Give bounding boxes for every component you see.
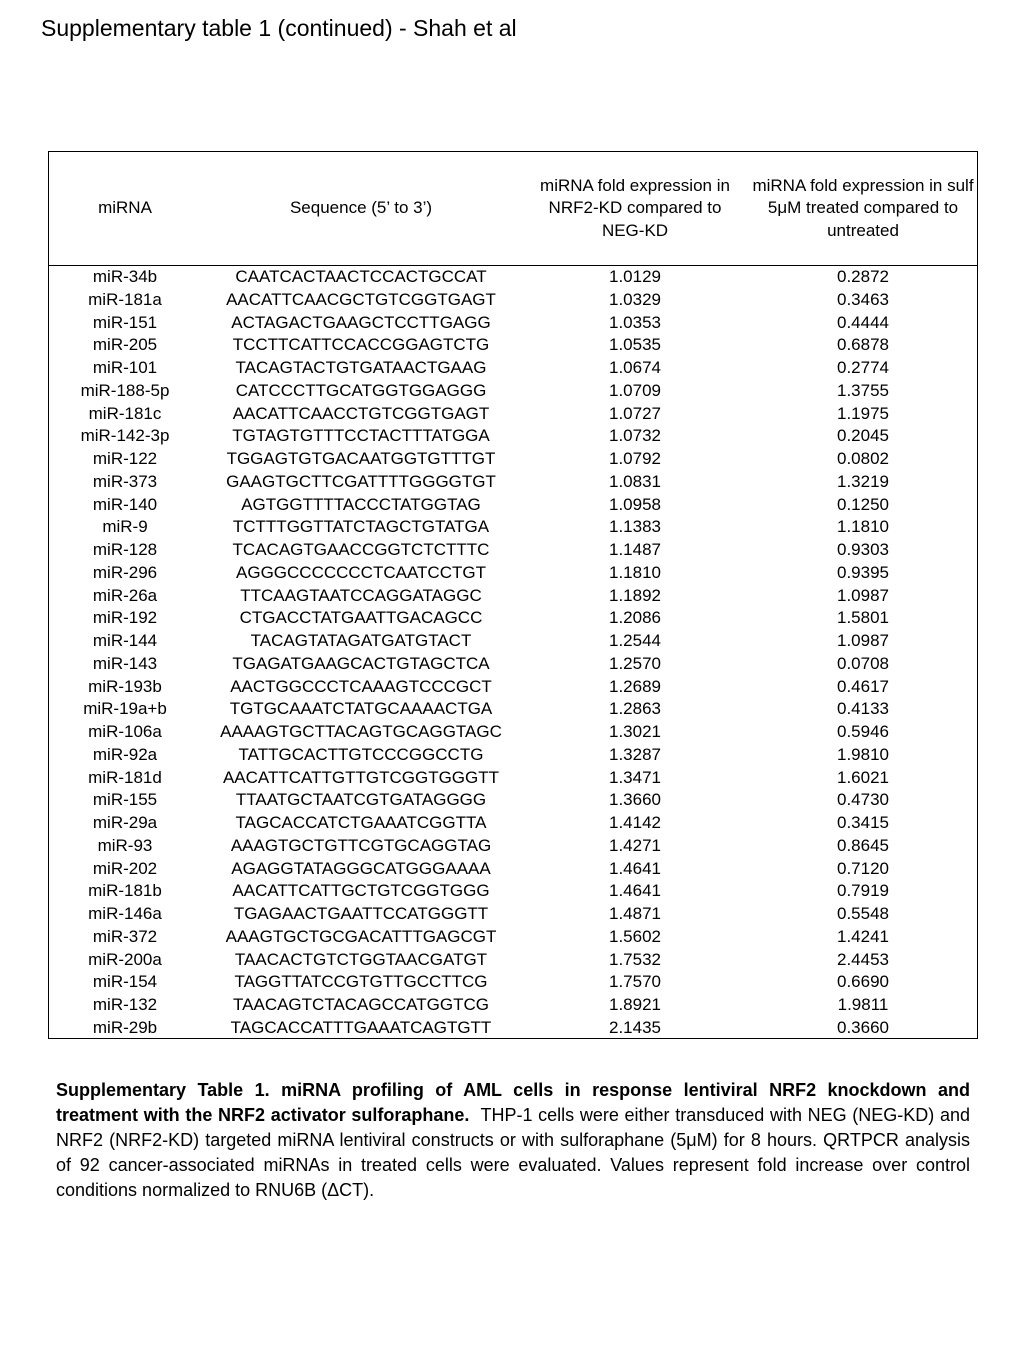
table-row [49, 880, 977, 903]
cell-fold-sulf: 1.0987 [837, 631, 889, 650]
cell-sequence: CATCCCTTGCATGGTGGAGGG [235, 380, 487, 400]
cell-fold-sulf: 0.0802 [837, 449, 889, 468]
table-row [49, 334, 977, 357]
cell-fold-nrf2: 1.4871 [609, 904, 661, 923]
cell-sequence: TGGAGTGTGACAATGGTGTTTGT [226, 449, 496, 468]
cell-fold-sulf: 0.4617 [837, 676, 889, 696]
table-row [49, 721, 977, 744]
header-mirna [49, 152, 201, 265]
cell-fold-sulf: 0.9303 [837, 540, 889, 559]
cell-fold-sulf: 1.6021 [837, 767, 889, 787]
cell-fold-nrf2: 1.7570 [609, 972, 661, 992]
cell-fold-nrf2: 1.0129 [609, 267, 661, 286]
table-row [49, 812, 977, 835]
cell-fold-nrf2: 1.0727 [609, 403, 661, 423]
table-row [49, 926, 977, 949]
cell-mirna: miR-193b [88, 676, 162, 696]
cell-fold-nrf2: 1.2544 [609, 631, 661, 650]
table-row [49, 562, 977, 585]
cell-fold-nrf2: 1.0831 [609, 471, 661, 491]
cell-mirna: miR-106a [88, 722, 162, 741]
cell-fold-sulf: 0.3660 [837, 1017, 889, 1037]
cell-fold-nrf2: 1.0674 [609, 358, 661, 377]
cell-sequence: TGAGAACTGAATTCCATGGGTT [233, 904, 489, 923]
cell-mirna: miR-188-5p [80, 380, 170, 400]
header-fold-nrf2-label: miRNA fold expression in NRF2-KD compared to NEG-KD [540, 175, 730, 240]
table-row [49, 698, 977, 721]
cell-fold-sulf: 0.2045 [837, 426, 889, 446]
cell-mirna: miR-181a [88, 289, 162, 309]
table-row [49, 539, 977, 562]
cell-fold-sulf: 1.0987 [837, 585, 889, 605]
table-row [49, 380, 977, 403]
cell-fold-nrf2: 1.0353 [609, 312, 661, 332]
cell-sequence: TAGGTTATCCGTGTTGCCTTCG [234, 972, 488, 992]
cell-sequence: TGAGATGAAGCACTGTAGCTCA [232, 653, 490, 673]
cell-fold-nrf2: 1.2863 [609, 699, 661, 719]
table-caption [56, 1078, 970, 1203]
table-row [49, 971, 977, 994]
table-row [49, 630, 977, 653]
cell-fold-nrf2: 2.1435 [609, 1017, 661, 1037]
cell-sequence: AACATTCATTGCTGTCGGTGGG [232, 881, 490, 901]
table-row [49, 448, 977, 471]
table-row [49, 653, 977, 676]
cell-sequence: TCCTTCATTCCACCGGAGTCTG [232, 335, 490, 355]
cell-mirna: miR-29b [92, 1017, 158, 1037]
cell-mirna: miR-296 [92, 562, 158, 582]
header-fold-sulf [747, 152, 979, 265]
cell-sequence: AGTGGTTTTACCCTATGGTAG [241, 494, 481, 514]
cell-fold-nrf2: 1.0792 [609, 449, 661, 468]
cell-fold-nrf2: 1.0732 [609, 426, 661, 446]
cell-mirna: miR-144 [92, 631, 158, 650]
cell-fold-nrf2: 1.2689 [609, 676, 661, 696]
table-row [49, 266, 977, 289]
table-row [49, 425, 977, 448]
table-row [49, 312, 977, 335]
cell-fold-sulf: 0.4133 [837, 699, 889, 719]
cell-sequence: CAATCACTAACTCCACTGCCAT [235, 267, 487, 286]
header-fold-nrf2 [521, 152, 749, 265]
cell-fold-nrf2: 1.3660 [609, 790, 661, 810]
cell-fold-nrf2: 1.5602 [609, 926, 661, 946]
cell-fold-nrf2: 1.0535 [609, 335, 661, 355]
cell-mirna: miR-154 [92, 972, 158, 992]
cell-sequence: AACTGGCCCTCAAAGTCCCGCT [230, 676, 492, 696]
cell-fold-sulf: 1.3755 [837, 380, 889, 400]
cell-mirna: miR-122 [92, 449, 158, 468]
cell-fold-sulf: 1.1975 [837, 403, 889, 423]
cell-mirna: miR-140 [92, 494, 158, 514]
cell-mirna: miR-29a [92, 813, 158, 832]
cell-sequence: TGTAGTGTTTCCTACTTTATGGA [232, 426, 490, 446]
cell-fold-nrf2: 1.1487 [609, 540, 661, 559]
table-row [49, 994, 977, 1017]
cell-fold-sulf: 1.3219 [837, 471, 889, 491]
cell-sequence: TCTTTGGTTATCTAGCTGTATGA [232, 517, 490, 537]
cell-mirna: miR-192 [92, 608, 158, 628]
header-sequence-label: Sequence (5’ to 3’) [289, 198, 433, 218]
cell-mirna: miR-202 [92, 858, 158, 878]
cell-fold-nrf2: 1.4142 [609, 813, 661, 832]
cell-mirna: miR-128 [92, 540, 158, 559]
cell-sequence: TGTGCAAATCTATGCAAAACTGA [229, 699, 493, 719]
cell-mirna: miR-205 [92, 335, 158, 355]
cell-fold-sulf: 0.7919 [837, 881, 889, 901]
cell-fold-sulf: 0.1250 [837, 494, 889, 514]
cell-fold-nrf2: 1.2086 [609, 608, 661, 628]
cell-sequence: AGGGCCCCCCCTCAATCCTGT [236, 562, 486, 582]
cell-sequence: TATTGCACTTGTCCCGGCCTG [238, 744, 484, 764]
cell-sequence: AAAAGTGCTTACAGTGCAGGTAGC [220, 722, 502, 741]
cell-fold-sulf: 0.2774 [837, 358, 889, 377]
table-row [49, 1017, 977, 1040]
cell-mirna: miR-142-3p [80, 426, 170, 446]
cell-sequence: TAGCACCATCTGAAATCGGTTA [235, 813, 487, 832]
cell-fold-sulf: 2.4453 [837, 949, 889, 969]
cell-fold-sulf: 0.8645 [837, 835, 889, 855]
table-row [49, 789, 977, 812]
table-row [49, 585, 977, 608]
cell-sequence: AACATTCATTGTTGTCGGTGGGTT [222, 767, 500, 787]
cell-mirna: miR-373 [92, 471, 158, 491]
cell-fold-nrf2: 1.0958 [609, 494, 661, 514]
cell-mirna: miR-19a+b [83, 699, 167, 719]
header-fold-sulf-label: miRNA fold expression in sulf 5μM treated compared to untreated [752, 175, 974, 240]
cell-mirna: miR-181d [88, 767, 162, 787]
cell-sequence: TACAGTACTGTGATAACTGAAG [235, 358, 487, 377]
cell-mirna: miR-151 [92, 312, 158, 332]
table-row [49, 607, 977, 630]
cell-fold-sulf: 0.2872 [837, 267, 889, 286]
cell-fold-nrf2: 1.3471 [609, 767, 661, 787]
cell-sequence: TACAGTATAGATGATGTACT [250, 631, 472, 650]
cell-sequence: TAACAGTCTACAGCCATGGTCG [233, 995, 489, 1014]
cell-mirna: miR-143 [92, 653, 158, 673]
cell-fold-nrf2: 1.4271 [609, 835, 661, 855]
cell-fold-sulf: 0.5548 [837, 904, 889, 923]
table-row [49, 676, 977, 699]
cell-fold-nrf2: 1.3021 [609, 722, 661, 741]
cell-mirna: miR-34b [92, 267, 158, 286]
cell-sequence: TAGCACCATTTGAAATCAGTGTT [230, 1017, 492, 1037]
table-body [49, 266, 977, 1040]
cell-fold-sulf: 0.5946 [837, 722, 889, 741]
cell-sequence: TCACAGTGAACCGGTCTCTTTC [232, 540, 490, 559]
cell-fold-sulf: 0.4730 [837, 790, 889, 810]
table-row [49, 903, 977, 926]
cell-sequence: TTCAAGTAATCCAGGATAGGC [240, 585, 482, 605]
cell-fold-sulf: 0.7120 [837, 858, 889, 878]
cell-fold-nrf2: 1.4641 [609, 858, 661, 878]
cell-fold-nrf2: 1.3287 [609, 744, 661, 764]
cell-fold-sulf: 0.3415 [837, 813, 889, 832]
cell-mirna: miR-92a [92, 744, 158, 764]
cell-mirna: miR-26a [92, 585, 158, 605]
cell-fold-nrf2: 1.1383 [609, 517, 661, 537]
table-row [49, 949, 977, 972]
cell-sequence: ACTAGACTGAAGCTCCTTGAGG [231, 312, 491, 332]
table-row [49, 744, 977, 767]
page-title: Supplementary table 1 (continued) - Shah et al [41, 15, 517, 41]
cell-fold-sulf: 0.0708 [837, 653, 889, 673]
cell-mirna: miR-200a [88, 949, 162, 969]
cell-fold-sulf: 0.6690 [837, 972, 889, 992]
cell-fold-sulf: 1.4241 [837, 926, 889, 946]
cell-sequence: TAACACTGTCTGGTAACGATGT [234, 949, 488, 969]
cell-mirna: miR-181c [88, 403, 162, 423]
cell-mirna: miR-155 [92, 790, 158, 810]
header-sequence [201, 152, 521, 265]
table-row [49, 835, 977, 858]
cell-mirna: miR-101 [92, 358, 158, 377]
cell-mirna: miR-372 [92, 926, 158, 946]
cell-fold-sulf: 1.1810 [837, 517, 889, 537]
cell-fold-nrf2: 1.1892 [609, 585, 661, 605]
cell-sequence: AGAGGTATAGGGCATGGGAAAA [231, 858, 491, 878]
table-row [49, 858, 977, 881]
cell-fold-nrf2: 1.2570 [609, 653, 661, 673]
cell-sequence: AAAGTGCTGTTCGTGCAGGTAG [230, 835, 492, 855]
cell-fold-nrf2: 1.7532 [609, 949, 661, 969]
cell-fold-sulf: 0.6878 [837, 335, 889, 355]
cell-fold-sulf: 1.9811 [837, 995, 889, 1014]
mirna-table [48, 151, 978, 1039]
cell-sequence: TTAATGCTAATCGTGATAGGGG [235, 790, 487, 810]
table-row [49, 289, 977, 312]
cell-mirna: miR-93 [97, 835, 153, 855]
cell-sequence: AAAGTGCTGCGACATTTGAGCGT [225, 926, 497, 946]
cell-mirna: miR-146a [88, 904, 162, 923]
cell-fold-nrf2: 1.4641 [609, 881, 661, 901]
table-row [49, 767, 977, 790]
cell-fold-nrf2: 1.0329 [609, 289, 661, 309]
cell-fold-sulf: 0.9395 [837, 562, 889, 582]
cell-fold-nrf2: 1.0709 [609, 380, 661, 400]
cell-mirna: miR-181b [88, 881, 162, 901]
cell-fold-sulf: 0.3463 [837, 289, 889, 309]
cell-fold-nrf2: 1.8921 [609, 995, 661, 1014]
cell-fold-sulf: 0.4444 [837, 312, 889, 332]
cell-mirna: miR-9 [102, 517, 148, 537]
table-row [49, 516, 977, 539]
table-row [49, 403, 977, 426]
cell-fold-sulf: 1.9810 [837, 744, 889, 764]
cell-fold-nrf2: 1.1810 [609, 562, 661, 582]
cell-mirna: miR-132 [92, 995, 158, 1014]
cell-sequence: AACATTCAACCTGTCGGTGAGT [232, 403, 490, 423]
table-row [49, 357, 977, 380]
header-mirna-label: miRNA [98, 198, 152, 218]
cell-sequence: CTGACCTATGAATTGACAGCC [239, 608, 483, 628]
cell-fold-sulf: 1.5801 [837, 608, 889, 628]
caption-bold: Supplementary Table 1. miRNA profiling of AML cells in response lentiviral NRF2 knockdown and treatment with the NRF2 activator sulforaphane. [56, 1080, 970, 1125]
caption-text: THP-1 cells were either transduced with NEG (NEG-KD) and NRF2 (NRF2-KD) targeted miRNA lentiviral constructs or with sulforaphane (5μM) for 8 hours. QRTPCR analysis of 92 cancer-associated miRNAs in treated cells were evaluated. Values represent fold increase over control conditions normalized to RNU6B (ΔCT). [56, 1105, 970, 1200]
cell-sequence: GAAGTGCTTCGATTTTGGGGTGT [226, 471, 496, 491]
table-row [49, 494, 977, 517]
cell-sequence: AACATTCAACGCTGTCGGTGAGT [226, 289, 496, 309]
table-row [49, 471, 977, 494]
